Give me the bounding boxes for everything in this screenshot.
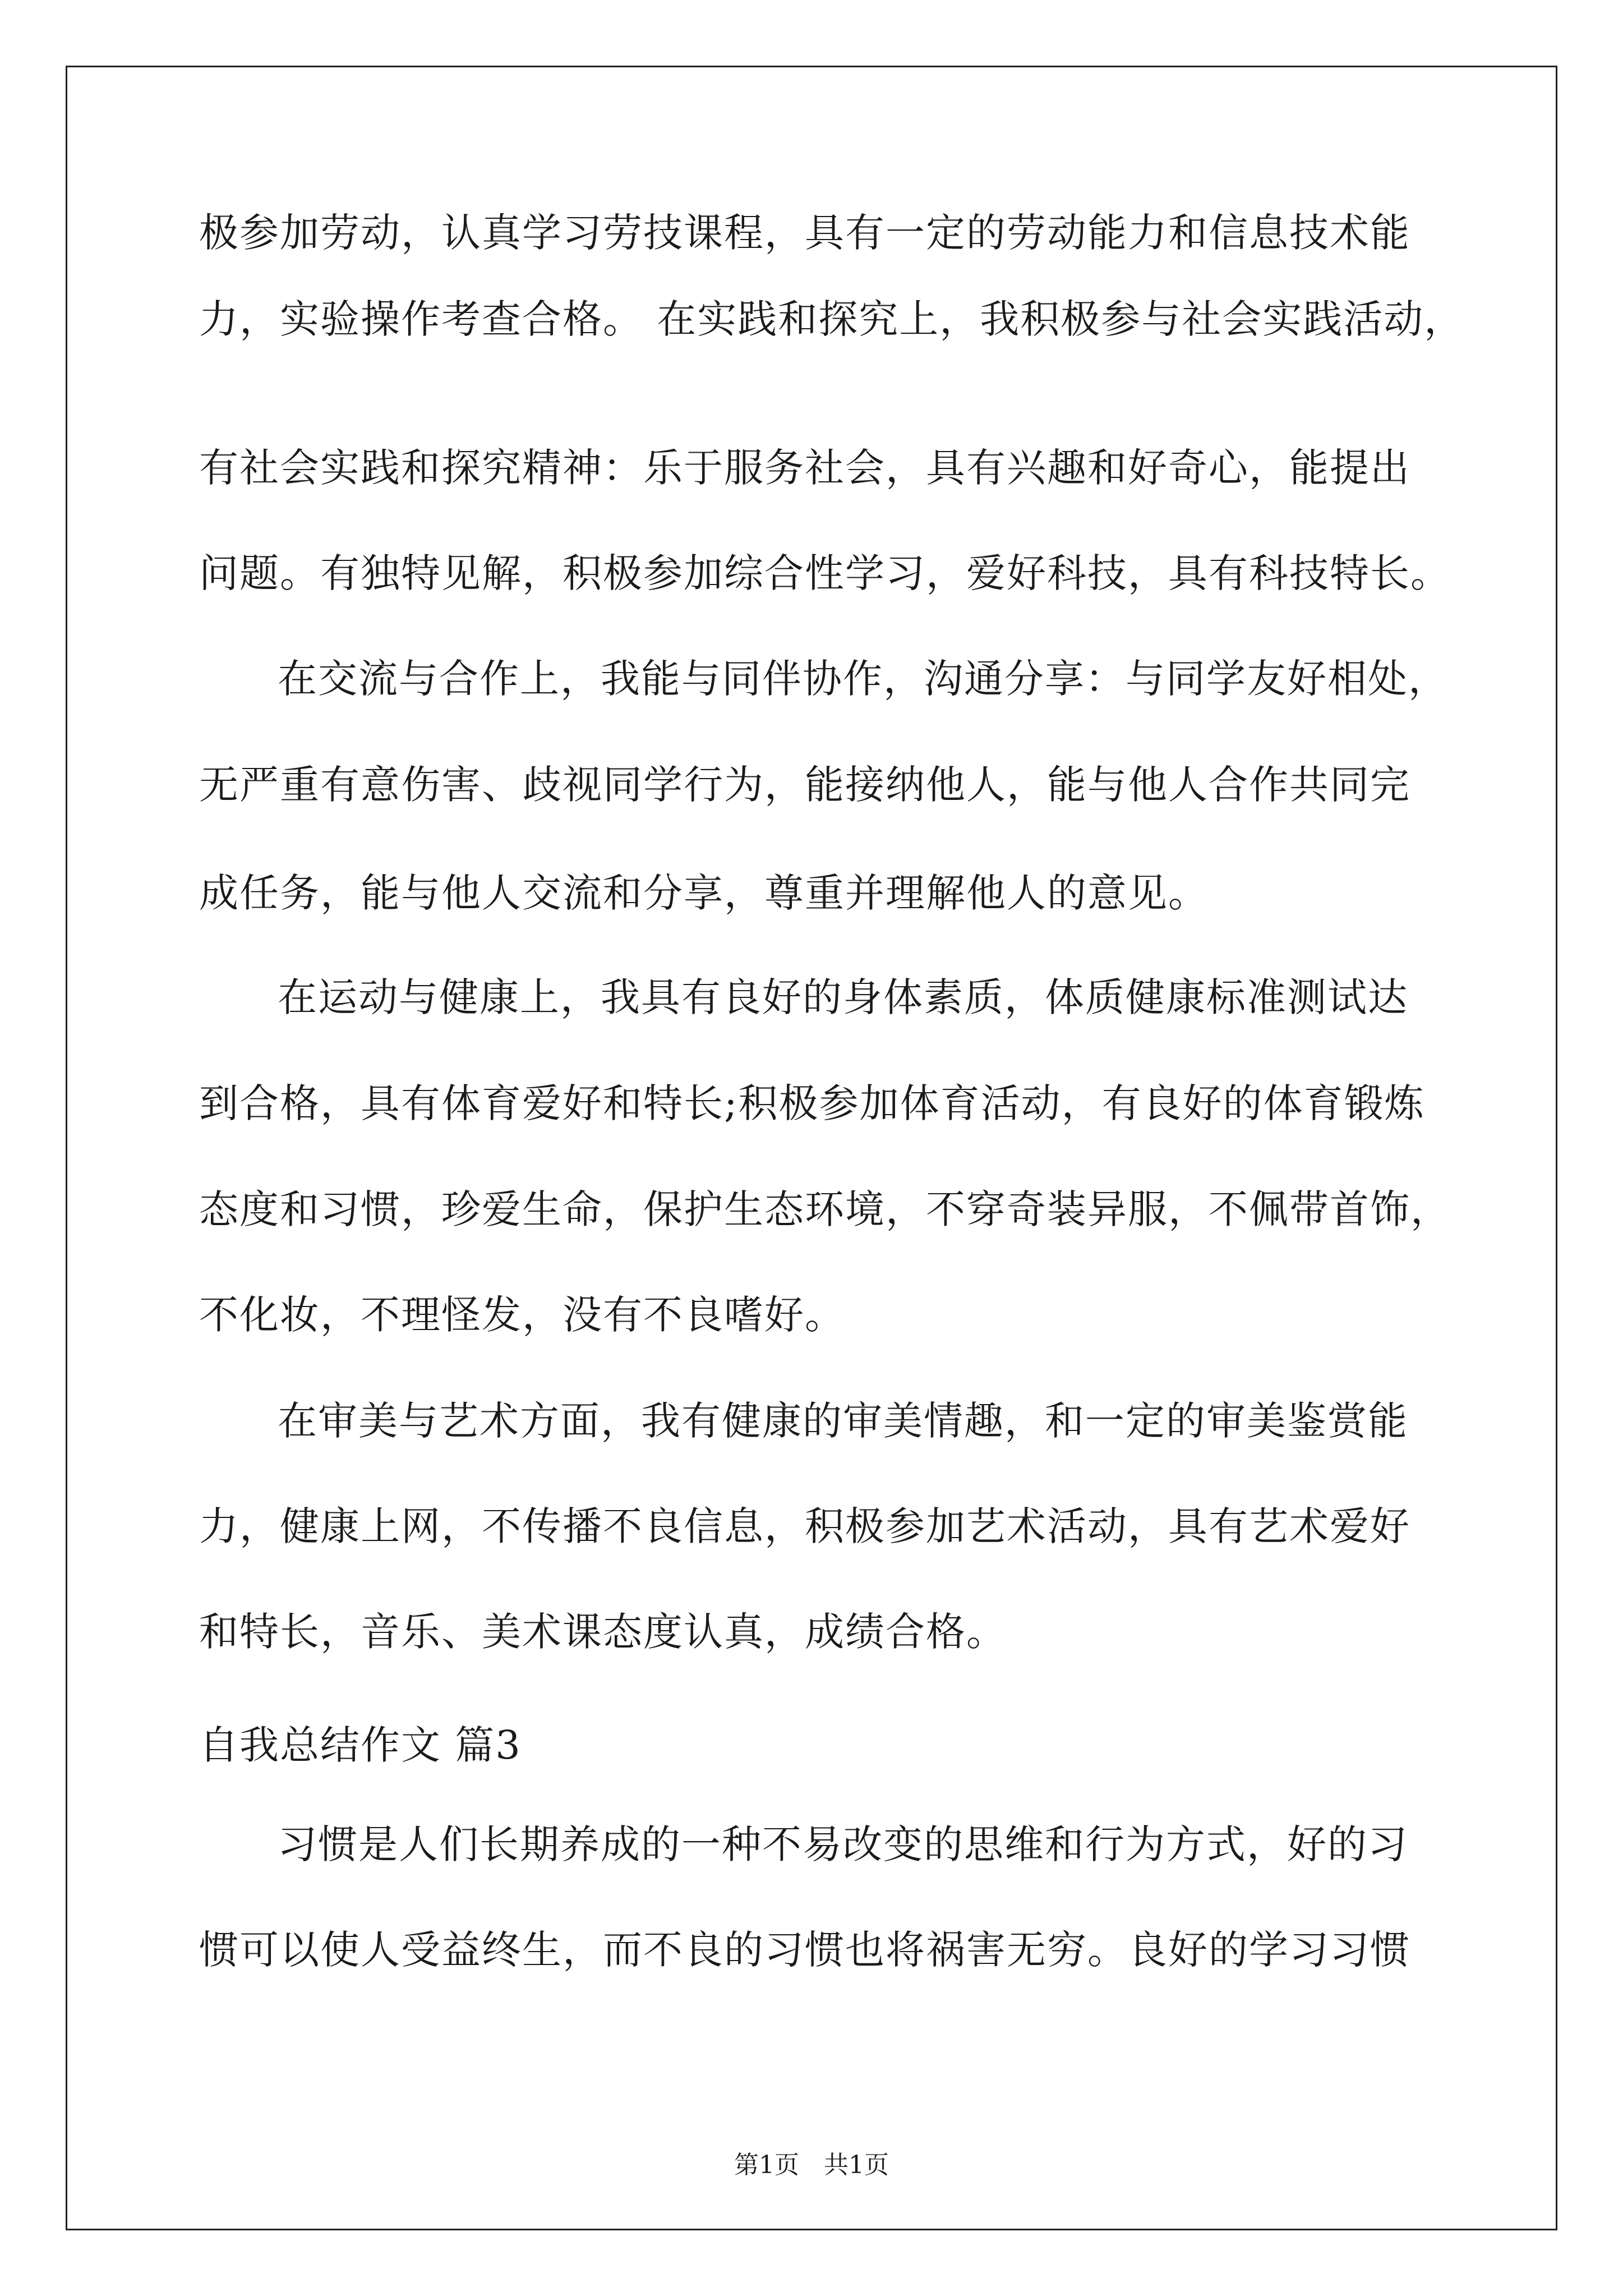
body-line-16: 惯可以使人受益终生，而不良的习惯也将祸害无穷。良好的学习习惯 (199, 1927, 1410, 1973)
body-line-8: 在运动与健康上，我具有良好的身体素质，体质健康标准测试达 (278, 974, 1408, 1020)
body-line-7: 成任务，能与他人交流和分享，尊重并理解他人的意见。 (199, 870, 1209, 916)
body-line-4: 问题。有独特见解，积极参加综合性学习，爱好科技，具有科技特长。 (199, 550, 1451, 596)
body-line-6: 无严重有意伤害、歧视同学行为，能接纳他人，能与他人合作共同完 (199, 762, 1410, 808)
body-line-3: 有社会实践和探究精神：乐于服务社会，具有兴趣和好奇心，能提出 (199, 445, 1410, 491)
body-line-1: 极参加劳动，认真学习劳技课程，具有一定的劳动能力和信息技术能 (199, 210, 1410, 256)
page-footer: 第1页 共1页 (734, 2151, 889, 2179)
body-line-5: 在交流与合作上，我能与同伴协作，沟通分享：与同学友好相处， (278, 656, 1449, 702)
body-line-14: 和特长，音乐、美术课态度认真，成绩合格。 (199, 1609, 1007, 1655)
body-line-15: 习惯是人们长期养成的一种不易改变的思维和行为方式，好的习 (278, 1821, 1408, 1867)
body-line-10: 态度和习惯，珍爱生命，保护生态环境，不穿奇装异服，不佩带首饰， (199, 1186, 1451, 1232)
body-line-2: 力，实验操作考查合格。 在实践和探究上，我积极参与社会实践活动， (199, 296, 1465, 342)
body-line-13: 力，健康上网，不传播不良信息，积极参加艺术活动，具有艺术爱好 (199, 1503, 1410, 1549)
page-border (66, 66, 1557, 2230)
section-heading: 自我总结作文 篇3 (199, 1722, 522, 1768)
body-line-12: 在审美与艺术方面，我有健康的审美情趣，和一定的审美鉴赏能 (278, 1398, 1408, 1444)
body-line-9: 到合格，具有体育爱好和特长;积极参加体育活动，有良好的体育锻炼 (199, 1080, 1425, 1126)
body-line-11: 不化妆，不理怪发，没有不良嗜好。 (199, 1292, 845, 1338)
